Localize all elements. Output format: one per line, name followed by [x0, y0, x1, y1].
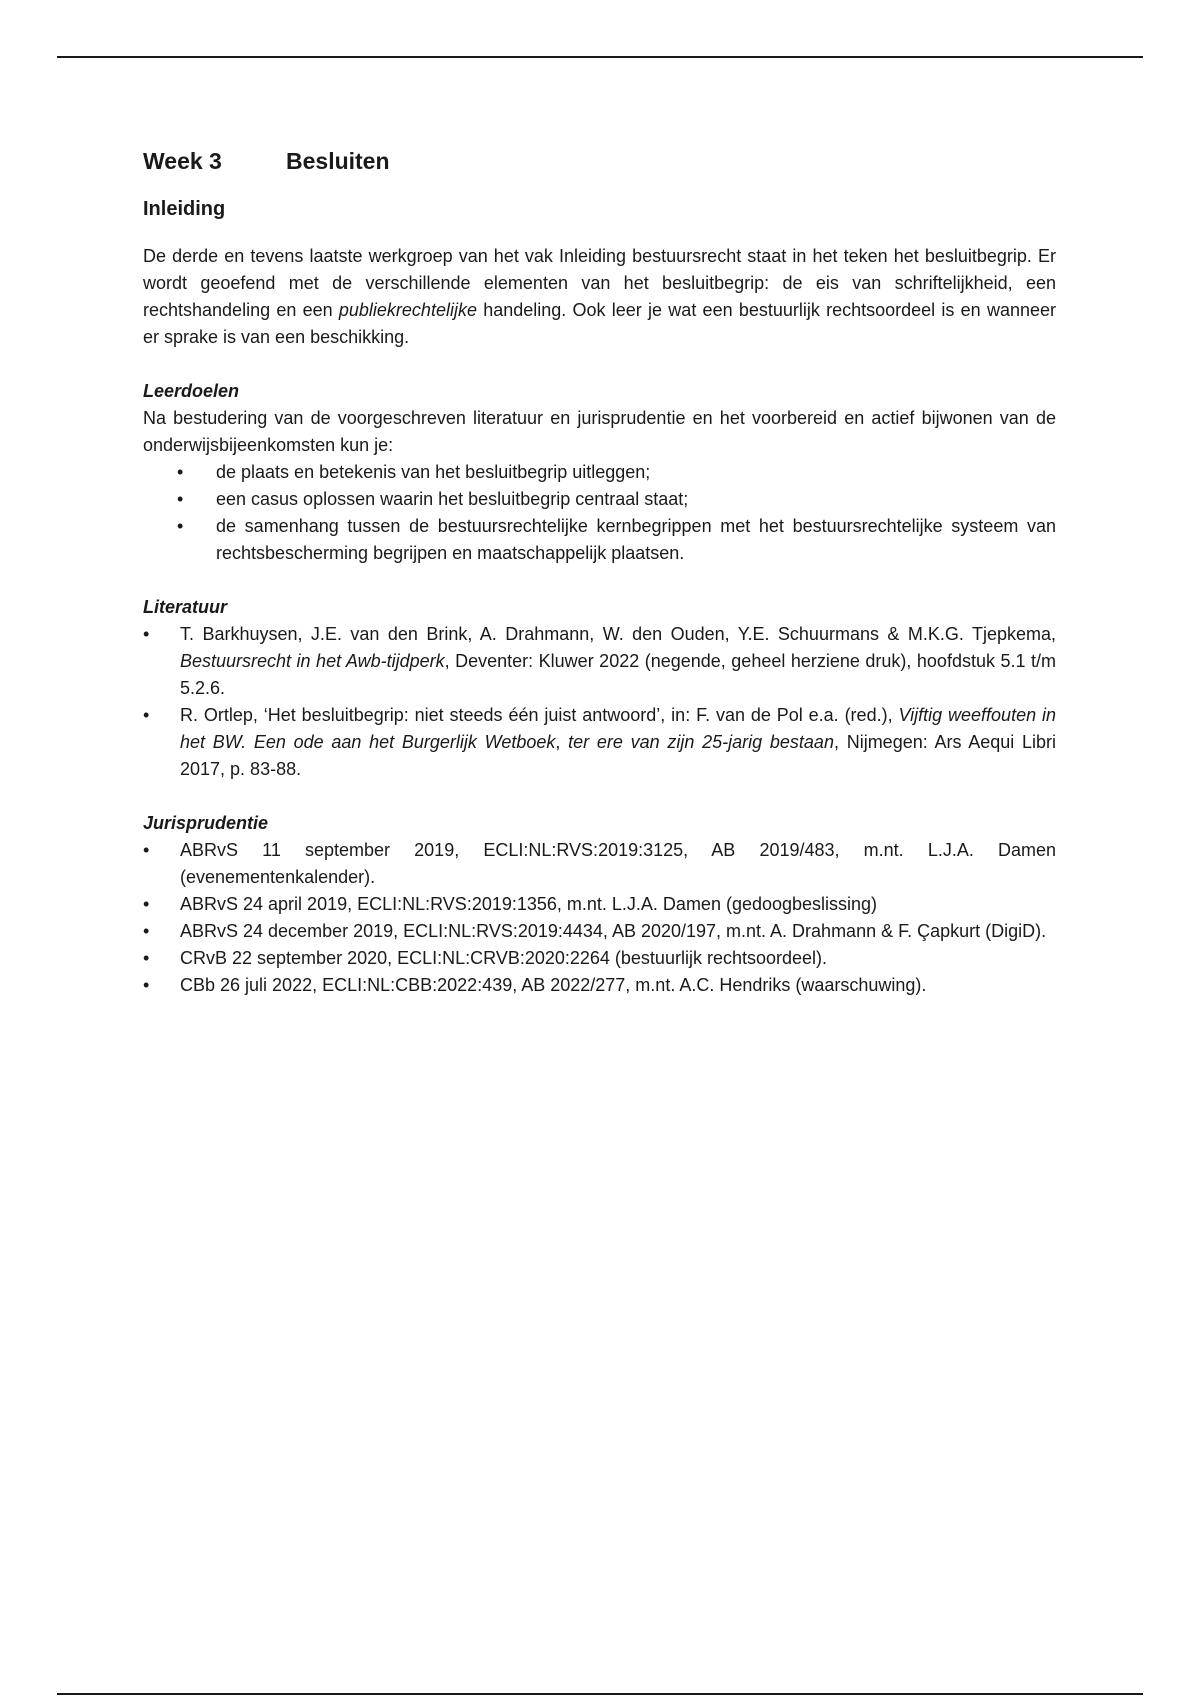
bullet-icon: •	[177, 516, 184, 536]
list-item: • ABRvS 11 september 2019, ECLI:NL:RVS:2019:3125, AB 2019/483, m.nt. L.J.A. Damen (evenementenkalender).	[143, 837, 1056, 891]
list-item: • CRvB 22 september 2020, ECLI:NL:CRVB:2020:2264 (bestuurlijk rechtsoordeel).	[143, 945, 1056, 972]
leerdoelen-intro: Na bestudering van de voorgeschreven literatuur en jurisprudentie en het voorbereid en actief bijwonen van de onderwijsbijeenkomsten kun je:	[143, 408, 1056, 455]
document-body	[143, 141, 1056, 999]
section-leerdoelen	[143, 378, 1056, 567]
list-item: • de samenhang tussen de bestuursrechtelijke kernbegrippen met het bestuursrechtelijke systeem van rechtsbescherming begrijpen en maatschappelijk plaatsen.	[143, 513, 1056, 567]
bullet-icon: •	[143, 705, 150, 725]
section-heading-inleiding: Inleiding	[143, 198, 226, 220]
bullet-icon: •	[143, 975, 150, 995]
section-heading-jurisprudentie: Jurisprudentie	[143, 813, 269, 833]
leerdoelen-list	[143, 459, 1056, 567]
footer-rule	[57, 1693, 1143, 1695]
bullet-icon: •	[143, 948, 150, 968]
bullet-icon: •	[143, 840, 150, 860]
section-heading-literatuur: Literatuur	[143, 597, 228, 617]
section-jurisprudentie	[143, 810, 1056, 999]
header-rule	[57, 56, 1143, 58]
week-label: Week 3	[143, 148, 222, 174]
list-item: • de plaats en betekenis van het besluitbegrip uitleggen;	[143, 459, 1056, 486]
week-topic: Besluiten	[286, 148, 390, 174]
bullet-icon: •	[177, 489, 184, 509]
list-item: • CBb 26 juli 2022, ECLI:NL:CBB:2022:439, AB 2022/277, m.nt. A.C. Hendriks (waarschuwing).	[143, 972, 1056, 999]
section-heading-leerdoelen: Leerdoelen	[143, 381, 240, 401]
inleiding-paragraph: De derde en tevens laatste werkgroep van het vak Inleiding bestuursrecht staat in het teken het besluitbegrip. Er wordt geoefend met de verschillende elementen van het besluitbegrip: de eis van schriftelijkheid, een rechtshandeling en een publiekrechtelijke handeling. Ook leer je wat een bestuurlijk rechtsoordeel is en wanneer er sprake is van een beschikking.	[143, 246, 1056, 347]
bullet-icon: •	[143, 624, 150, 644]
list-item: • T. Barkhuysen, J.E. van den Brink, A. Drahmann, W. den Ouden, Y.E. Schuurmans & M.K.G. Tjepkema, Bestuursrecht in het Awb-tijdperk, Deventer: Kluwer 2022 (negende, geheel herziene druk), hoofdstuk 5.1 t/m 5.2.6.	[143, 621, 1056, 702]
bullet-icon: •	[143, 894, 150, 914]
page-title	[143, 141, 1056, 181]
literatuur-list	[143, 621, 1056, 783]
list-item: • ABRvS 24 december 2019, ECLI:NL:RVS:2019:4434, AB 2020/197, m.nt. A. Drahmann & F. Çapkurt (DigiD).	[143, 918, 1056, 945]
list-item: • een casus oplossen waarin het besluitbegrip centraal staat;	[143, 486, 1056, 513]
bullet-icon: •	[143, 921, 150, 941]
bullet-icon: •	[177, 462, 184, 482]
list-item: • ABRvS 24 april 2019, ECLI:NL:RVS:2019:1356, m.nt. L.J.A. Damen (gedoogbeslissing)	[143, 891, 1056, 918]
list-item: • R. Ortlep, ‘Het besluitbegrip: niet steeds één juist antwoord’, in: F. van de Pol e.a. (red.), Vijftig weeffouten in het BW. Een ode aan het Burgerlijk Wetboek, ter ere van zijn 25-jarig bestaan, Nijmegen: Ars Aequi Libri 2017, p. 83-88.	[143, 702, 1056, 783]
section-literatuur	[143, 594, 1056, 783]
jurisprudentie-list	[143, 837, 1056, 999]
